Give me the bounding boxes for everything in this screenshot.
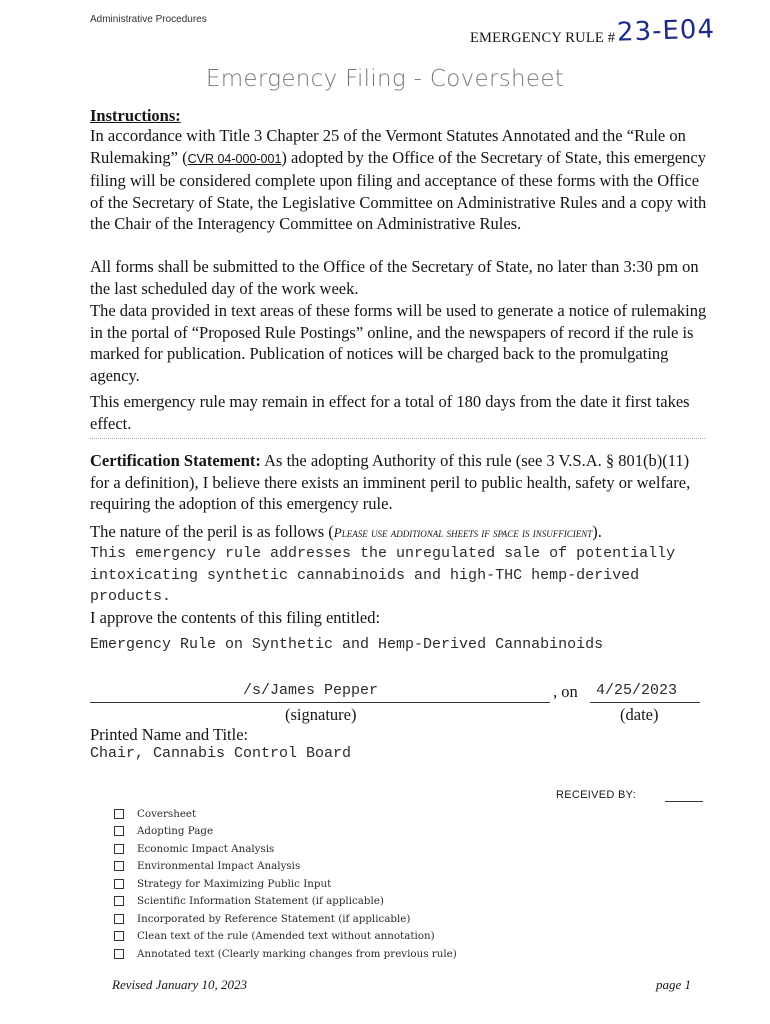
emergency-rule-label: EMERGENCY RULE # (470, 30, 616, 46)
printed-name-label: Printed Name and Title: (90, 725, 249, 744)
signature-caption: (signature) (285, 705, 357, 724)
emergency-rule-number: 23-E04 (616, 14, 716, 48)
checkbox[interactable] (114, 914, 124, 924)
checkbox[interactable] (114, 896, 124, 906)
printed-name-field[interactable]: Chair, Cannabis Control Board (90, 745, 352, 762)
rule-title-field[interactable]: Emergency Rule on Synthetic and Hemp-Derived Cannabinoids (90, 636, 604, 653)
revised-date: Revised January 10, 2023 (112, 977, 248, 992)
document-checklist (114, 805, 457, 963)
received-by-label: RECEIVED BY: (556, 789, 637, 801)
certification-text: As the adopting Authority of this rule (see 3 V.S.A. § 801(b)(11) for a definition), I believe there exists an imminent peril to public health, safety or welfare, requiring the adoption of this emergency rule. (90, 451, 691, 513)
checklist-item (114, 858, 457, 876)
checklist-item-label: Environmental Impact Analysis (137, 860, 301, 873)
certification-statement (90, 450, 700, 515)
certification-label: Certification Statement: (90, 451, 261, 470)
checklist-item-label: Annotated text (Clearly marking changes from previous rule) (137, 947, 457, 960)
checklist-item (114, 945, 457, 963)
peril-note: Please use additional sheets if space is insufficient (333, 525, 593, 540)
checklist-item (114, 893, 457, 911)
peril-intro (90, 521, 690, 544)
date-line (590, 702, 700, 703)
peril-description-field[interactable]: This emergency rule addresses the unregulated sale of potentially intoxicating synthetic cannabinoids and high-THC hemp-derived products. (90, 545, 676, 605)
checklist-item (114, 805, 457, 823)
checklist-item-label: Economic Impact Analysis (137, 842, 275, 855)
signature-field[interactable]: /s/James Pepper (243, 682, 379, 699)
instructions-paragraph-3: The data provided in text areas of these forms will be used to generate a notice of rulemaking in the portal of “Proposed Rule Postings” online, and the newspapers of record if the rule is marked for publication. Publication of notices will be charged back to the promulgating agency. (90, 301, 707, 385)
peril-intro-text: The nature of the peril is as follows ( (90, 522, 334, 541)
page-title: Emergency Filing - Coversheet (205, 66, 565, 92)
peril-close: ). (592, 522, 602, 541)
signature-line (90, 702, 550, 703)
on-label: , on (553, 682, 578, 701)
checkbox[interactable] (114, 949, 124, 959)
checklist-item (114, 910, 457, 928)
date-field[interactable]: 4/25/2023 (596, 682, 678, 699)
checklist-item-label: Scientific Information Statement (if applicable) (137, 895, 384, 908)
checkbox[interactable] (114, 809, 124, 819)
page-number: page 1 (656, 977, 692, 992)
instructions-paragraph-1 (90, 125, 710, 235)
approve-statement: I approve the contents of this filing entitled: (90, 608, 381, 627)
checklist-item-label: Strategy for Maximizing Public Input (137, 877, 332, 890)
instructions-paragraph-4: This emergency rule may remain in effect for a total of 180 days from the date it first takes effect. (90, 392, 690, 433)
checklist-item (114, 840, 457, 858)
instructions-heading: Instructions: (90, 106, 181, 125)
cvr-link[interactable]: CVR 04-000-001 (187, 151, 282, 166)
p1-text-a: In accordance with Title 3 Chapter 25 of the Vermont Statutes Annotated and the “Rule on Rulemaking” ( (90, 126, 686, 167)
checklist-item-label: Coversheet (137, 807, 197, 820)
section-divider (90, 438, 705, 439)
instructions-paragraph-2: All forms shall be submitted to the Office of the Secretary of State, no later than 3:30 pm on the last scheduled day of the work week. (90, 257, 699, 298)
checklist-item (114, 928, 457, 946)
checklist-item-label: Incorporated by Reference Statement (if applicable) (137, 912, 411, 925)
checkbox[interactable] (114, 931, 124, 941)
date-caption: (date) (620, 705, 659, 724)
checkbox[interactable] (114, 861, 124, 871)
checklist-item (114, 823, 457, 841)
received-by-line (665, 801, 703, 802)
checklist-item-label: Clean text of the rule (Amended text without annotation) (137, 930, 435, 943)
checkbox[interactable] (114, 844, 124, 854)
checklist-item (114, 875, 457, 893)
checkbox[interactable] (114, 826, 124, 836)
checkbox[interactable] (114, 879, 124, 889)
header-small-title: Administrative Procedures (90, 14, 207, 25)
p1-text-b: ) adopted by the Office of the Secretary of State, this emergency filing will be considered complete upon filing and acceptance of these forms with the Office of the Secretary of State, the Legislative Committee on Administrative Rules and a copy with the Chair of the Interagency Committee on Administrative Rules. (90, 147, 707, 233)
checklist-item-label: Adopting Page (137, 825, 214, 838)
